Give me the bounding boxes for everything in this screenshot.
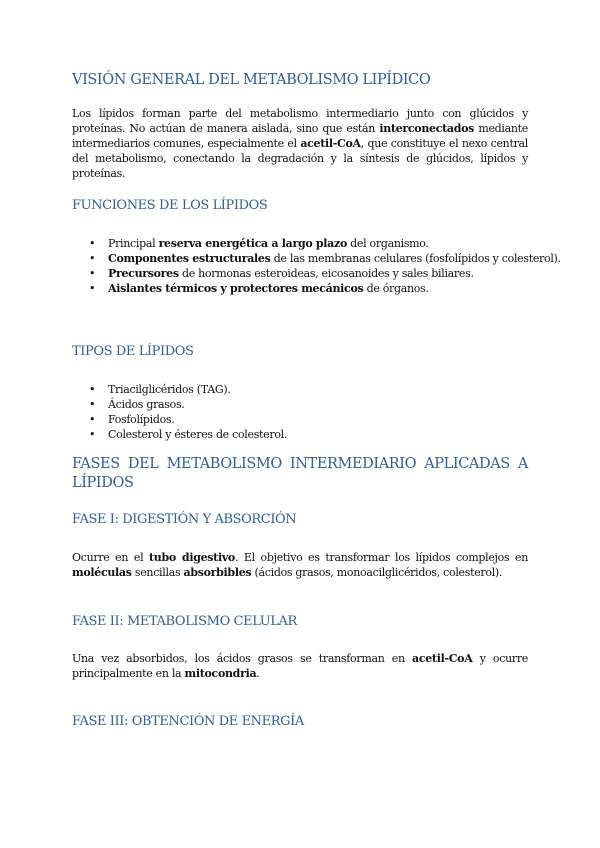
list-item: • Triacilglicéridos (TAG). xyxy=(108,382,564,397)
item-text: Principal xyxy=(108,237,159,250)
list-item xyxy=(108,236,564,251)
phase1-text-4: (ácidos grasos, monoacilglicéridos, colesterol). xyxy=(251,566,503,579)
list-item xyxy=(108,281,564,296)
phase2-paragraph xyxy=(72,651,528,681)
phase1-bold-1: tubo digestivo xyxy=(149,551,235,564)
heading-phase-1: FASE I: DIGESTIÓN Y ABSORCIÓN xyxy=(72,512,297,527)
phase1-text-3: sencillas xyxy=(131,566,184,579)
heading-phases: FASES DEL METABOLISMO INTERMEDIARIO APLICADAS A LÍPIDOS xyxy=(72,456,528,491)
types-list xyxy=(72,382,564,442)
item-text: del organismo. xyxy=(346,237,429,250)
heading-functions: FUNCIONES DE LOS LÍPIDOS xyxy=(72,198,268,213)
functions-list xyxy=(72,236,564,296)
item-text: de órganos. xyxy=(363,282,429,295)
phase1-bold-3: absorbibles xyxy=(183,566,252,579)
heading-types: TIPOS DE LÍPIDOS xyxy=(72,344,194,359)
phase2-text-3: . xyxy=(256,667,260,680)
phase2-text-1: Una vez absorbidos, los ácidos grasos se transforman en xyxy=(72,652,412,665)
heading-phase-2: FASE II: METABOLISMO CELULAR xyxy=(72,614,297,629)
item-bold: Componentes estructurales xyxy=(108,252,271,265)
phase2-text-2: y ocurre principalmente en la xyxy=(72,652,528,680)
overview-text-3: , que constituye el nexo central del metabolismo, conectando la degradación y la síntesis de glúcidos, lípidos y proteínas. xyxy=(72,137,528,180)
overview-text-2: mediante intermediarios comunes, especialmente el xyxy=(72,122,528,150)
phase2-bold-1: acetil-CoA xyxy=(412,652,473,665)
heading-phase-3: FASE III: OBTENCIÓN DE ENERGÍA xyxy=(72,714,304,729)
phase2-bold-2: mitocondria xyxy=(184,667,257,680)
item-bold: Precursores xyxy=(108,267,179,280)
list-item xyxy=(108,266,564,281)
item-bold: reserva energética a largo plazo xyxy=(158,237,347,250)
phase1-text-1: Ocurre en el xyxy=(72,551,149,564)
item-text: de hormonas esteroideas, eicosanoides y sales biliares. xyxy=(178,267,474,280)
item-bold: Aislantes térmicos y protectores mecánicos xyxy=(108,282,364,295)
overview-paragraph xyxy=(72,106,528,181)
phase1-text-2: . El objetivo es transformar los lípidos complejos en xyxy=(234,551,528,564)
list-item: • Fosfolípidos. xyxy=(108,412,564,427)
phase1-paragraph xyxy=(72,550,528,580)
list-item: • Ácidos grasos. xyxy=(108,397,564,412)
list-item: • Colesterol y ésteres de colesterol. xyxy=(108,427,564,442)
heading-overview: VISIÓN GENERAL DEL METABOLISMO LIPÍDICO xyxy=(72,72,431,88)
list-item xyxy=(108,251,564,266)
overview-bold-2: acetil-CoA xyxy=(300,137,361,150)
overview-bold-1: interconectados xyxy=(379,122,475,135)
phase1-bold-2: moléculas xyxy=(72,566,132,579)
item-text: de las membranas celulares (fosfolípidos y colesterol). xyxy=(270,252,561,265)
overview-text-1: Los lípidos forman parte del metabolismo intermediario junto con glúcidos y proteínas. No actúan de manera aislada, sino que están xyxy=(72,107,528,135)
